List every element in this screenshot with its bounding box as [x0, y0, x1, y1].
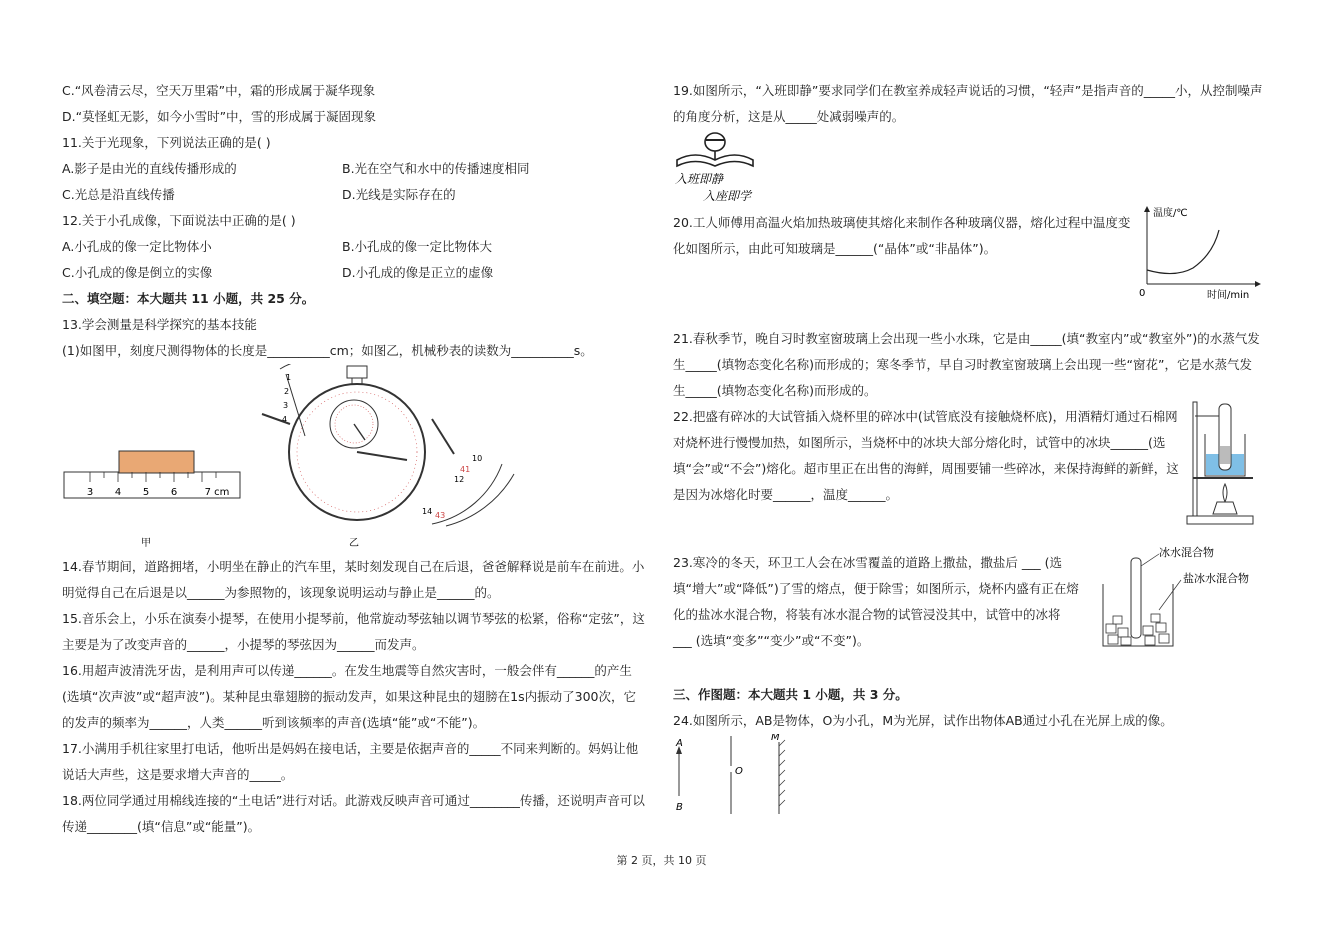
pinhole-O-label: O	[735, 766, 743, 777]
q20-text: 20.工人师傅用高温火焰加热玻璃使其熔化来制作各种玻璃仪器，熔化过程中温度变化如图所示，由此可知玻璃是______(“晶体”或“非晶体”)。	[673, 215, 1131, 256]
ruler-tick-label: 3	[86, 487, 94, 498]
dial-small-label: 4	[282, 415, 288, 424]
pinhole-diagram	[673, 734, 803, 816]
ruler-tick-label: 5	[142, 487, 150, 498]
ruler-tick-label: 7 cm	[204, 487, 230, 498]
section-3-heading: 三、作图题：本大题共 1 小题，共 3 分。	[673, 687, 908, 702]
dial-small-label: 3	[283, 401, 289, 410]
q18-text: 18.两位同学通过用棉线连接的“土电话”进行对话。此游戏反映声音可通过________传播，还说明声音可以传递________(填“信息”或“能量”)。	[62, 793, 645, 834]
q11-option-b: B.光在空气和水中的传播速度相同	[342, 161, 530, 176]
q21-text: 21.春秋季节，晚自习时教室窗玻璃上会出现一些小水珠，它是由_____(填“教室内”或“教室外”)的水蒸气发生_____(填物态变化名称)而形成的；寒冬季节，早自习时教室窗玻璃上会出现一些“窗花”，它是水蒸气发生_____(填物态变化名称)而形成的。	[673, 331, 1260, 398]
q22-block	[673, 404, 1263, 550]
q12-options-row1	[62, 234, 647, 260]
q14-text: 14.春节期间，道路拥堵，小明坐在静止的汽车里，某时刻发现自己在后退，爸爸解释说是前车在前进。小明觉得自己在后退是以______为参照物的，该现象说明运动与静止是______的。	[62, 559, 645, 600]
q11-options-row1	[62, 156, 647, 182]
dial-big-label: 14	[422, 507, 433, 516]
dial-big-label: 43	[435, 511, 446, 520]
q15-text: 15.音乐会上，小乐在演奏小提琴，在使用小提琴前，他常旋动琴弦轴以调节琴弦的松紧，俗称“定弦”，这主要是为了改变声音的______，小提琴的琴弦因为______而发声。	[62, 611, 645, 652]
q13-part1: (1)如图甲，刻度尺测得物体的长度是__________cm；如图乙，机械秒表的读数为__________s。	[62, 343, 593, 358]
section-2-heading: 二、填空题：本大题共 11 小题，共 25 分。	[62, 291, 315, 306]
q13-stem: 13.学会测量是科学探究的基本技能	[62, 317, 257, 332]
point-A-label: A	[676, 738, 683, 749]
ruler	[64, 451, 240, 498]
graph-ylabel: 温度/℃	[1153, 208, 1188, 219]
ruler-tick-label: 6	[170, 487, 178, 498]
q17-text: 17.小满用手机往家里打电话，他听出是妈妈在接电话，主要是依据声音的_____不同来判断的。妈妈让他说话大声些，这是要求增大声音的_____。	[62, 741, 639, 782]
figure-label-jia: 甲	[141, 538, 151, 549]
slogan-line2: 入座即学	[703, 189, 752, 203]
q11-options-row2	[62, 182, 647, 208]
dial-small-label: 2	[284, 387, 290, 396]
point-B-label: B	[676, 802, 683, 813]
slogan-line1: 入班即静	[675, 172, 724, 186]
q11-option-a: A.影子是由光的直线传播形成的	[62, 161, 237, 176]
q22-text: 22.把盛有碎冰的大试管插入烧杯里的碎冰中(试管底没有接触烧杯底)，用酒精灯通过石棉网对烧杯进行慢慢加热，如图所示，当烧杯中的冰块大部分熔化时，试管中的冰块______(选填“会”或“不会”)熔化。超市里正在出售的海鲜，周围要铺一些碎冰，来保持海鲜的新鲜，这是因为冰熔化时要______，温度______。	[673, 409, 1179, 502]
dial-big-label: 10	[472, 454, 483, 463]
figure-label-yi: 乙	[349, 538, 359, 549]
dial-big-label: 12	[454, 475, 465, 484]
dial-small-label: 1	[286, 373, 292, 382]
q12-stem: 12.关于小孔成像，下面说法中正确的是( )	[62, 213, 296, 228]
q23-beaker	[1093, 544, 1263, 654]
right-column	[673, 78, 1263, 816]
q13-figure	[62, 364, 647, 554]
measured-block	[119, 451, 194, 473]
ruler-tick-label: 4	[114, 487, 122, 498]
label-ice-water: 冰水混合物	[1159, 546, 1214, 559]
graph-origin: 0	[1139, 288, 1146, 299]
stopwatch	[262, 364, 514, 526]
q16-text: 16.用超声波清洗牙齿，是利用声可以传递______。在发生地震等自然灾害时，一般会伴有______的产生(选填“次声波”或“超声波”)。某种昆虫靠翅膀的振动发声，如果这种昆虫的翅膀在1s内振动了300次，它的发声的频率为______，人类______听到该频率的声音(选填“能”或“不能”)。	[62, 663, 636, 730]
q22-apparatus	[1185, 398, 1261, 528]
q20-temp-graph	[1135, 204, 1263, 300]
label-salt-ice-water: 盐冰水混合物	[1183, 572, 1249, 585]
q12-option-d: D.小孔成的像是正立的虚像	[342, 265, 494, 280]
dial-big-label: 41	[460, 465, 471, 474]
q23-text: 23.寒冷的冬天，环卫工人会在冰雪覆盖的道路上撒盐，撒盐后 ___ (选填“增大”或“降低”)了雪的熔点，便于除雪；如图所示，烧杯内盛有正在熔化的盐冰水混合物，将装有冰水混合物的试管浸没其中，试管中的冰将 ___ (选填“变多”“变少”或“不变”)。	[673, 555, 1079, 648]
q12-options-row2	[62, 260, 647, 286]
q12-option-a: A.小孔成的像一定比物体小	[62, 239, 212, 254]
q12-option-b: B.小孔成的像一定比物体大	[342, 239, 493, 254]
q19-text: 19.如图所示，“入班即静”要求同学们在教室养成轻声说话的习惯，“轻声”是指声音的_____小，从控制噪声的角度分析，这是从_____处减弱噪声的。	[673, 83, 1263, 124]
q11-option-d: D.光线是实际存在的	[342, 187, 456, 202]
graph-xlabel: 时间/min	[1207, 290, 1250, 300]
q11-option-c: C.光总是沿直线传播	[62, 187, 175, 202]
q19-figure	[673, 130, 1263, 210]
q10-option-d: D.“莫怪虹无影，如今小雪时”中，雪的形成属于凝固现象	[62, 109, 377, 124]
q23-block	[673, 546, 1263, 682]
q20-block	[673, 210, 1263, 314]
q10-option-c: C.“风卷清云尽，空天万里霜”中，霜的形成属于凝华现象	[62, 83, 376, 98]
screen-M-label: M	[771, 734, 780, 743]
q24-figure	[673, 734, 1263, 816]
q24-text: 24.如图所示，AB是物体，O为小孔，M为光屏，试作出物体AB通过小孔在光屏上成的像。	[673, 713, 1173, 728]
page-footer: 第 2 页，共 10 页	[616, 854, 707, 867]
left-column	[62, 78, 647, 840]
q12-option-c: C.小孔成的像是倒立的实像	[62, 265, 213, 280]
quiet-class-illustration	[673, 130, 783, 210]
q11-stem: 11.关于光现象，下列说法正确的是( )	[62, 135, 271, 150]
ruler-stopwatch-figure	[62, 364, 542, 554]
